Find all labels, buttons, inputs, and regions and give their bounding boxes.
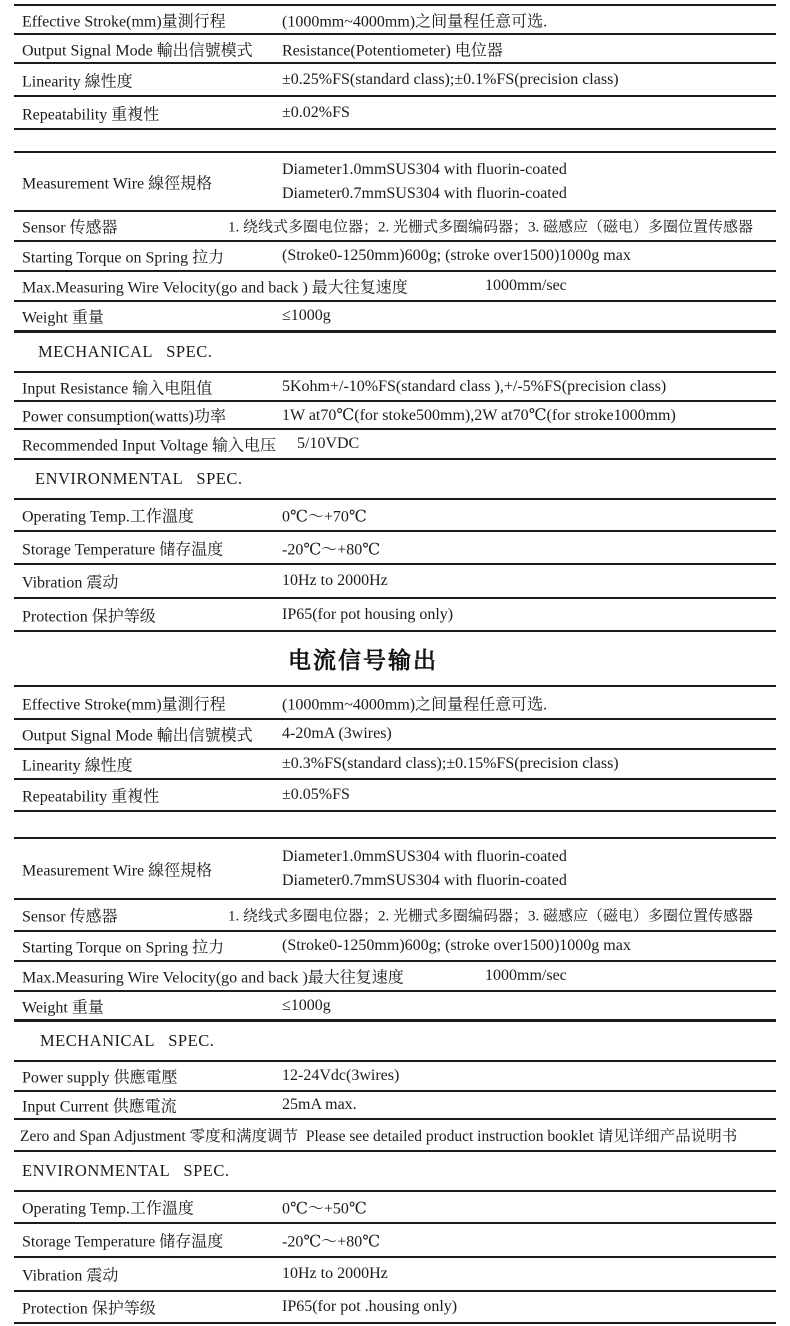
spec-label: Linearity 線性度 — [22, 757, 133, 775]
spec-row-weight — [14, 992, 776, 1022]
spec-value: IP65(for pot housing only) — [282, 605, 454, 623]
spec-value: (Stroke0-1250mm)600g; (stroke over1500)1000g max — [282, 247, 631, 264]
section-header-label: MECHANICAL SPEC. — [38, 342, 213, 361]
spec-label: Sensor 传感器 — [22, 219, 118, 237]
spec-label: Effective Stroke(mm)量測行程 — [22, 696, 226, 713]
spec-value-line: Diameter1.0mmSUS304 with fluorin-coated — [282, 847, 567, 865]
spec-row-power-supply — [14, 1062, 776, 1092]
spec-label: Storage Temperature 储存温度 — [22, 1233, 224, 1251]
spec-label: Recommended Input Voltage 输入电压 — [22, 437, 277, 455]
spec-row-operating-temp — [14, 500, 776, 532]
spec-label: Operating Temp.工作溫度 — [22, 508, 194, 526]
spec-label: Max.Measuring Wire Velocity(go and back ) 最大往复速度 — [22, 279, 408, 297]
spec-row-measurement-wire — [14, 153, 776, 212]
spec-value: 1W at70℃(for stoke500mm),2W at70℃(for stroke1000mm) — [282, 407, 676, 424]
spec-value: ±0.3%FS(standard class);±0.15%FS(precision class) — [282, 755, 619, 772]
spec-row-vibration — [14, 565, 776, 599]
spec-row-starting-torque — [14, 932, 776, 962]
spec-value: 12-24Vdc(3wires) — [282, 1067, 400, 1084]
section-header-mechanical-spec — [14, 333, 776, 373]
spec-row-input-current — [14, 1092, 776, 1120]
spec-label: Linearity 線性度 — [22, 73, 133, 90]
spec-value-group — [282, 845, 567, 893]
section-header-environmental-spec — [14, 460, 776, 500]
section-header-label: MECHANICAL SPEC. — [40, 1031, 215, 1050]
spec-row-max-wire-velocity — [14, 962, 776, 992]
spec-label: Repeatability 重複性 — [22, 106, 160, 123]
spacer-row — [14, 812, 776, 839]
spec-label: Starting Torque on Spring 拉力 — [22, 249, 225, 267]
spec-value: 25mA max. — [282, 1096, 357, 1113]
spec-value-group — [282, 158, 567, 206]
spec-label: Measurement Wire 線徑規格 — [22, 175, 213, 192]
spec-row-sensor — [14, 900, 776, 932]
spec-row-linearity — [14, 750, 776, 780]
spec-row-power-consumption — [14, 402, 776, 430]
spec-row-operating-temp — [14, 1192, 776, 1224]
spec-row-repeatability — [14, 97, 776, 130]
spec-value: 1000mm/sec — [485, 277, 567, 294]
spec-row-sensor — [14, 212, 776, 242]
spec-label: Output Signal Mode 輸出信號模式 — [22, 727, 253, 745]
spec-label: Measurement Wire 線徑規格 — [22, 862, 213, 879]
spec-value: IP65(for pot .housing only) — [282, 1298, 458, 1315]
spec-value-line: Diameter0.7mmSUS304 with fluorin-coated — [282, 871, 567, 889]
spec-value: 1. 绕线式多圈电位器；2. 光栅式多圈编码器；3. 磁感应（磁电）多圈位置传感器 — [228, 219, 754, 236]
spec-row-measurement-wire — [14, 839, 776, 900]
spec-row-starting-torque — [14, 242, 776, 272]
spec-row-repeatability — [14, 780, 776, 812]
spec-value-line: Diameter0.7mmSUS304 with fluorin-coated — [282, 184, 567, 202]
spec-label: Output Signal Mode 輸出信號模式 — [22, 42, 253, 59]
spec-row-storage-temp — [14, 532, 776, 565]
current-signal-section — [14, 632, 776, 687]
spec-row-zero-span-adjustment — [14, 1120, 776, 1152]
spec-row-protection — [14, 1292, 776, 1324]
spec-label: Max.Measuring Wire Velocity(go and back )最大往复速度 — [22, 969, 404, 987]
section-header-label: ENVIRONMENTAL SPEC. — [22, 1161, 230, 1180]
spec-label: Power consumption(watts)功率 — [22, 408, 226, 426]
spec-label: Input Resistance 输入电阻值 — [22, 380, 213, 397]
spec-row-max-wire-velocity — [14, 272, 776, 302]
section-header-environmental-spec — [14, 1152, 776, 1192]
spec-row-linearity — [14, 64, 776, 97]
spec-label: Weight 重量 — [22, 999, 104, 1016]
spec-row-effective-stroke — [14, 687, 776, 720]
spec-value: ≤1000g — [282, 996, 331, 1014]
spec-value: Resistance(Potentiometer) 电位器 — [282, 42, 503, 59]
spec-row-storage-temp — [14, 1224, 776, 1258]
spec-value: 10Hz to 2000Hz — [282, 1265, 388, 1282]
spec-label: Power supply 供應電壓 — [22, 1069, 178, 1087]
spec-value: (1000mm~4000mm)之间量程任意可选. — [282, 13, 548, 30]
spec-value: 1000mm/sec — [485, 967, 567, 984]
section-header-mechanical-spec — [14, 1022, 776, 1062]
spec-value: (Stroke0-1250mm)600g; (stroke over1500)1000g max — [282, 937, 631, 954]
spec-label: Starting Torque on Spring 拉力 — [22, 939, 225, 957]
spec-value: 10Hz to 2000Hz — [282, 572, 388, 589]
spec-value: 0℃～+70℃ — [282, 508, 367, 526]
spec-label: Protection 保护等级 — [22, 608, 156, 625]
spec-row-protection — [14, 599, 776, 632]
spec-label: Effective Stroke(mm)量測行程 — [22, 13, 226, 30]
spec-row-output-signal-mode — [14, 720, 776, 750]
spec-full-text: Zero and Span Adjustment 零度和满度调节 Please see detailed product instruction booklet 请见详细产品说明书 — [20, 1128, 738, 1145]
spec-label: Vibration 震动 — [22, 1267, 119, 1285]
spec-value: -20℃～+80℃ — [282, 541, 381, 558]
spec-value-line: Diameter1.0mmSUS304 with fluorin-coated — [282, 160, 567, 178]
spec-row-output-signal-mode — [14, 35, 776, 64]
spec-label: Input Current 供應電流 — [22, 1098, 177, 1116]
current-signal-spec-table — [14, 687, 776, 1324]
spec-row-weight — [14, 302, 776, 333]
spec-value: -20℃～+80℃ — [282, 1233, 381, 1251]
spec-label: Protection 保护等级 — [22, 1300, 156, 1318]
spec-label: Sensor 传感器 — [22, 908, 118, 926]
spec-label: Vibration 震动 — [22, 574, 119, 592]
spec-row-input-resistance — [14, 373, 776, 402]
spec-value: (1000mm~4000mm)之间量程任意可选. — [282, 696, 548, 713]
spec-row-effective-stroke — [14, 6, 776, 35]
spec-value: 0℃～+50℃ — [282, 1200, 367, 1218]
spacer-row — [14, 130, 776, 153]
spec-value: 5/10VDC — [297, 435, 360, 452]
spec-value: 5Kohm+/-10%FS(standard class ),+/-5%FS(precision class) — [282, 377, 667, 395]
spec-value: ±0.25%FS(standard class);±0.1%FS(precision class) — [282, 70, 619, 88]
spec-row-recommended-input-voltage — [14, 430, 776, 460]
section-header-label: ENVIRONMENTAL SPEC. — [35, 469, 243, 488]
spec-label: Weight 重量 — [22, 309, 104, 327]
spec-value: ≤1000g — [282, 307, 331, 324]
spec-value: ±0.05%FS — [282, 786, 350, 803]
spec-value: ±0.02%FS — [282, 103, 350, 121]
spec-row-vibration — [14, 1258, 776, 1292]
spec-value: 4-20mA (3wires) — [282, 725, 392, 742]
spec-label: Repeatability 重複性 — [22, 788, 160, 806]
potentiometer-spec-table — [14, 4, 776, 632]
spec-value: 1. 绕线式多圈电位器；2. 光栅式多圈编码器；3. 磁感应（磁电）多圈位置传感器 — [228, 908, 754, 925]
spec-label: Operating Temp.工作溫度 — [22, 1200, 194, 1218]
current-signal-title: 电流信号输出 — [288, 648, 438, 674]
spec-label: Storage Temperature 储存温度 — [22, 541, 224, 558]
